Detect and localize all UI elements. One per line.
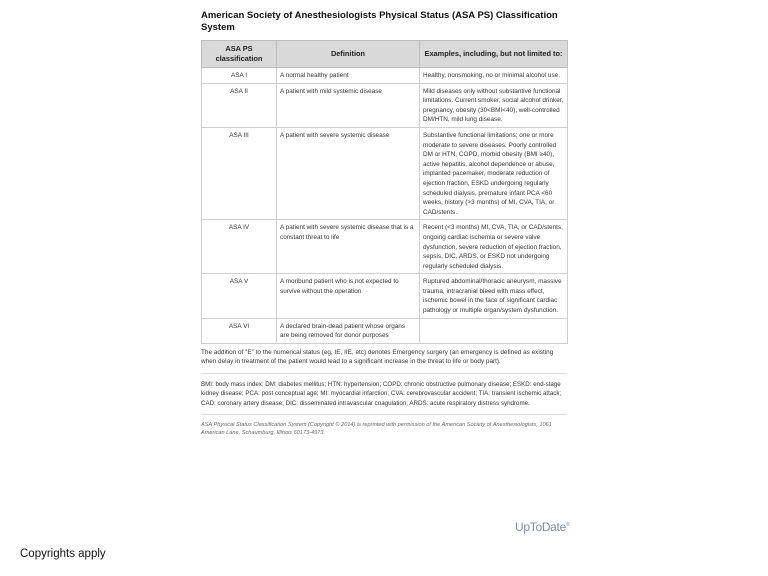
row-definition: A moribund patient who is not expected to survive without the operation — [277, 274, 420, 318]
divider — [201, 414, 567, 415]
header-definition: Definition — [277, 41, 420, 68]
row-examples — [420, 318, 568, 343]
table-row — [202, 127, 568, 219]
row-definition: A patient with mild systemic disease — [277, 83, 420, 127]
row-classification: ASA VI — [202, 318, 277, 343]
header-classification: ASA PS classification — [202, 41, 277, 68]
row-examples: Healthy, nonsmoking, no or minimal alcohol use. — [420, 68, 568, 84]
row-classification: ASA V — [202, 274, 277, 318]
divider — [201, 373, 567, 374]
row-examples: Ruptured abdominal/thoracic aneurysm, massive trauma, intracranial bleed with mass effect, ischemic bowel in the face of significant cardiac pathology or multiple organ/system dysfunction. — [420, 274, 568, 318]
row-definition: A normal healthy patient — [277, 68, 420, 84]
row-examples: Substantive functional limitations; one or more moderate to severe diseases. Poorly controlled DM or HTN, COPD, morbid obesity (BMI ≥40), active hepatitis, alcohol dependence or abuse, implanted pacemaker, moderate reduction of ejection fraction, ESKD undergoing regularly scheduled dialysis, premature infant PCA <60 weeks, history (>3 months) of MI, CVA, TIA, or CAD/stents. — [420, 127, 568, 219]
abbreviations-note: BMI: body mass index; DM: diabetes mellitus; HTN: hypertension; COPD: chronic obstructive pulmonary disease; ESKD: end-stage kidney disease; PCA: post conceptual age; MI: myocardial infarction; CVA: cerebrovascular accident; TIA: transient ischemic attack; CAD: coronary artery disease; DIC: disseminated intravascular coagulation; ARDS: acute respiratory distress syndrome. — [201, 381, 562, 407]
row-definition: A patient with severe systemic disease — [277, 127, 420, 219]
table-row — [202, 318, 568, 343]
brand-name: UpToDate — [515, 520, 566, 534]
row-examples: Mild diseases only without substantive functional limitations. Current smoker, social alcohol drinker, pregnancy, obesity (30<BMI<40), well-controlled DM/HTN, mild lung disease. — [420, 83, 568, 127]
row-definition: A patient with severe systemic disease that is a constant threat to life — [277, 220, 420, 274]
row-classification: ASA I — [202, 68, 277, 84]
permission-credit: ASA Physical Status Classification System (Copyright © 2014) is reprinted with permission of the American Society of Anesthesiologists, 1061 American Lane, Schaumburg, Illinois 60173-4973. — [201, 422, 552, 437]
document-figure — [201, 10, 567, 437]
table-row — [202, 220, 568, 274]
row-definition: A declared brain-dead patient whose organs are being removed for donor purposes — [277, 318, 420, 343]
figure-title: American Society of Anesthesiologists Physical Status (ASA PS) Classification System — [201, 10, 558, 33]
table-header-row — [202, 41, 568, 68]
copyright-notice: Copyrights apply — [20, 548, 106, 560]
row-examples: Recent (<3 months) MI, CVA, TIA, or CAD/stents, ongoing cardiac ischemia or severe valve dysfunction, severe reduction of ejection fraction, sepsis, DIC, ARDS, or ESKD not undergoing regularly scheduled dialysis. — [420, 220, 568, 274]
row-classification: ASA III — [202, 127, 277, 219]
row-classification: ASA II — [202, 83, 277, 127]
asa-classification-table — [201, 40, 568, 344]
emergency-footnote: The addition of "E" to the numerical status (eg, IE, IIE, etc) denotes Emergency surgery (an emergency is defined as existing when delay in treatment of the patient would lead to a significant increase in the threat to life or body part). — [201, 348, 554, 366]
table-row — [202, 83, 568, 127]
table-row — [202, 274, 568, 318]
uptodate-logo — [515, 520, 569, 534]
brand-mark: ® — [565, 522, 570, 528]
table-row — [202, 68, 568, 84]
header-examples: Examples, including, but not limited to: — [420, 41, 568, 68]
row-classification: ASA IV — [202, 220, 277, 274]
